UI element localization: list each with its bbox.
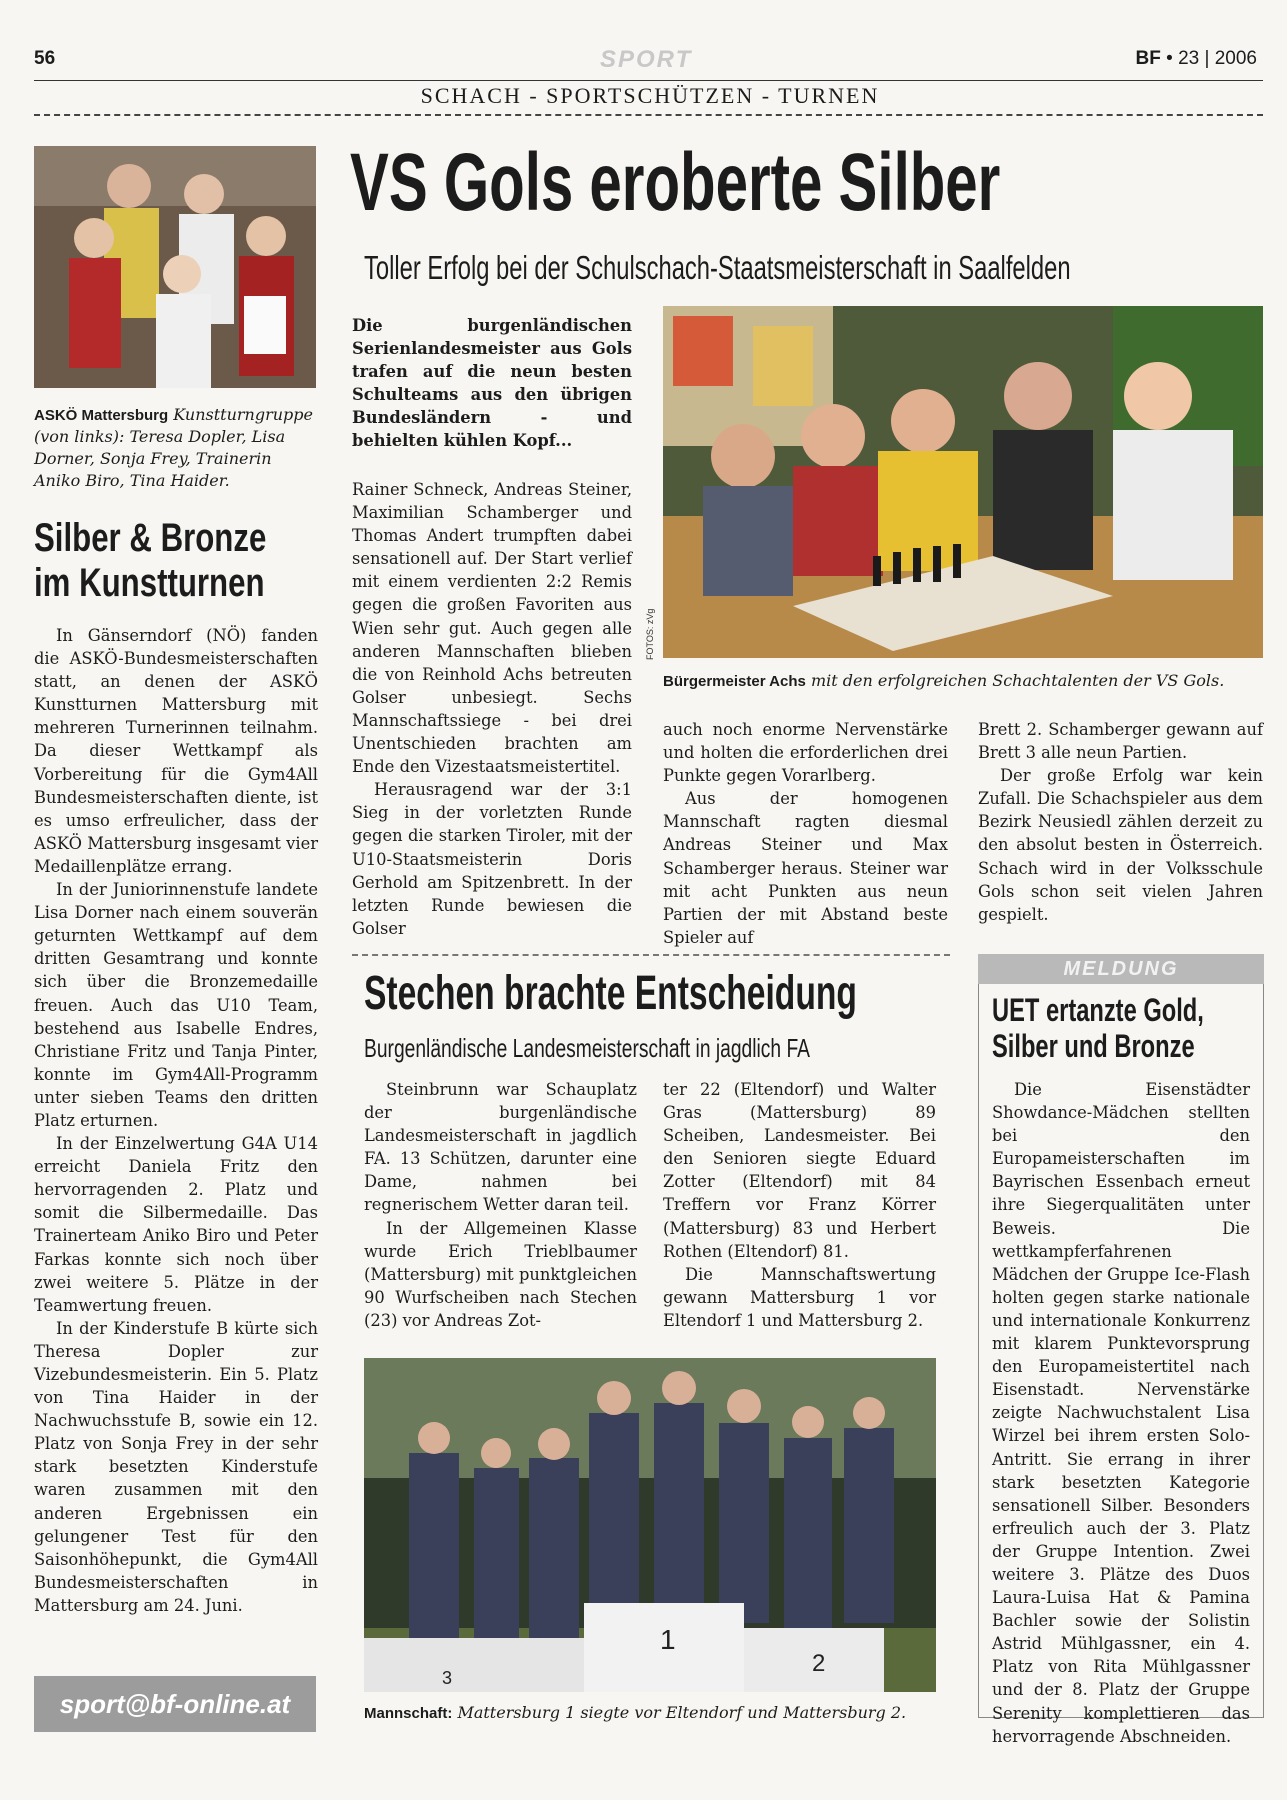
paragraph: Die Mannschaftswertung gewann Mattersburg 1 vor Eltendorf 1 und Mattersburg 2. — [663, 1264, 936, 1330]
paragraph: In der Juniorinnenstufe landete Lisa Dorner nach einem souverän geturnten Wettkampf auf dem dritten Gesamtrang und konnte sich über die Bronzemedaille freuen. Auch das U10 Team, bestehend aus Isabelle Endres, Christiane Fritz und Tanja Pinter, konnte im Gym4All-Programm unter sieben Teams den dritten Platz erturnen. — [34, 880, 318, 1130]
main-article-col2 — [663, 718, 948, 949]
gymnastics-headline — [34, 516, 315, 606]
email-contact-box — [34, 1676, 316, 1732]
shooting-headline: Stechen brachte Entscheidung — [364, 967, 857, 1020]
meldung-headline — [992, 992, 1204, 1064]
main-headline: VS Gols eroberte Silber — [350, 137, 1001, 228]
caption-text: Kunstturngruppe (von links): Teresa Dopler, Lisa Dorner, Sonja Frey, Trainerin Aniko Biro, Tina Haider. — [34, 405, 313, 490]
paragraph: In der Einzelwertung G4A U14 erreicht Daniela Fritz den hervorragenden 2. Platz und somit die Silbermedaille. Das Trainerteam Aniko Biro und Peter Farkas konnte sich noch über zwei weitere 5. Plätze in der Teamwertung freuen. — [34, 1134, 318, 1315]
section-topics: SCHACH - SPORTSCHÜTZEN - TURNEN — [420, 83, 880, 108]
paragraph: Brett 2. Schamberger gewann auf Brett 3 alle neun Partien. — [978, 720, 1263, 763]
paragraph: auch noch enorme Nervenstärke und holten die erforderlichen drei Punkte gegen Vorarlberg. — [663, 720, 948, 786]
section-label: SPORT — [600, 46, 693, 73]
chess-team-photo — [663, 306, 1263, 658]
meldung-label: MELDUNG — [978, 954, 1264, 984]
email-link[interactable]: sport@bf-online.at — [59, 1689, 291, 1719]
paragraph: Die Eisenstädter Showdance-Mädchen stellten bei den Europameisterschaften im Bayrischen Essenbach erneut ihre Siegerqualitäten unter Beweis. Die wettkampferfahrenen Mädchen der Gruppe Ice-Flash holten gegen starke nationale und internationale Konkurrenz mit klarem Punktevorsprung den Europameistertitel nach Eisenstadt. Nervenstärke zeigte Nachwuchstalent Lisa Wirzel bei ihrem ersten Solo-Antritt. Sie errang in ihrer stark besetzten Kategorie sensationell Silber. Besonders erfreulich auch der 3. Platz der Gruppe Intention. Zwei weitere 3. Plätze des Duos Laura-Luisa Hat & Pamina Bachler sowie der Solistin Astrid Mühlgassner, ein 4. Platz von Rita Mühlgassner und der 8. Platz der Gruppe Serenity komplettieren das hervorragende Abschneiden. — [992, 1080, 1250, 1746]
shooting-team-photo — [364, 1358, 936, 1692]
caption-text: Mattersburg 1 siegte vor Eltendorf und Mattersburg 2. — [457, 1703, 907, 1722]
paragraph: In der Allgemeinen Klasse wurde Erich Trieblbaumer (Mattersburg) mit punktgleichen 90 Wurfscheiben nach Stechen (23) vor Andreas Zot- — [364, 1218, 637, 1330]
header-dashed-rule — [34, 114, 1263, 116]
paragraph: Steinbrunn war Schauplatz der burgenländische Landesmeisterschaft in jagdlich FA. 13 Schützen, darunter eine Dame, nahmen bei regnerischem Wetter daran teil. — [364, 1080, 637, 1215]
podium-number-2: 2 — [812, 1650, 826, 1677]
shooting-article-col1 — [364, 1078, 637, 1332]
main-article-col3 — [978, 718, 1263, 926]
shooting-photo-caption — [364, 1702, 954, 1724]
header-rule — [34, 80, 1263, 81]
caption-bold: Bürgermeister Achs — [663, 673, 806, 690]
paragraph: ter 22 (Eltendorf) und Walter Gras (Mattersburg) 89 Scheiben, Landesmeister. Bei den Senioren siegte Eduard Zotter (Eltendorf) mit 84 Treffern vor Franz Körrer (Mattersburg) 83 und Herbert Rothen (Eltendorf) 81. — [663, 1080, 936, 1261]
photo-credit: FOTOS: zVg — [645, 608, 655, 660]
podium-number-3: 3 — [442, 1668, 453, 1688]
caption-text: mit den erfolgreichen Schachtalenten der VS Gols. — [810, 671, 1225, 690]
shooting-divider — [352, 954, 950, 956]
issue-number: 23 — [1178, 48, 1200, 69]
meldung-body — [992, 1078, 1250, 1748]
podium-number-1: 1 — [660, 1624, 676, 1655]
paragraph: Rainer Schneck, Andreas Steiner, Maximilian Schamberger und Thomas Andert trumpften dabei sensationell auf. Der Start verlief mit einem verdienten 2:2 Remis gegen die großen Favoriten aus Wien sehr gut. Auch gegen alle anderen Mannschaften blieben die von Reinhold Achs betreuten Golser unbesiegt. Sechs Mannschaftssiege - bei drei Unentschieden brachten am Ende den Vizestaatsmeistertitel. — [352, 480, 632, 777]
gymnastics-photo-caption — [34, 404, 316, 492]
gymnastics-team-photo — [34, 146, 316, 388]
chess-photo-caption — [663, 670, 1273, 692]
shooting-article-col2 — [663, 1078, 936, 1332]
meldung-headline-line2: Silber und Bronze — [992, 1028, 1195, 1064]
page-number: 56 — [34, 48, 56, 69]
issue-year: 2006 — [1214, 48, 1257, 69]
paragraph: In der Kinderstufe B kürte sich Theresa Dopler zur Vizebundesmeisterin. Ein 5. Platz von Tina Haider in der Nachwuchsstufe B, sowie ein 12. Platz von Sonja Frey in der sehr stark besetzten Kinderstufe waren zusammen mit den anderen Ergebnissen ein gelungener Test für den Saisonhöhepunkt, die Gym4All Bundesmeisterschaften in Mattersburg am 24. Juni. — [34, 1318, 318, 1615]
caption-bold: Mannschaft: — [364, 1705, 453, 1722]
meldung-headline-line1: UET ertanzte Gold, — [992, 992, 1204, 1028]
main-lead: Die burgenländischen Serienlandesmeister aus Gols trafen auf die neun besten Schulteams aus den übrigen Bundesländern - und behielten kühlen Kopf... — [352, 316, 632, 451]
gymnastics-headline-line1: Silber & Bronze — [34, 516, 267, 560]
main-article-col1 — [352, 478, 632, 940]
paragraph: Der große Erfolg war kein Zufall. Die Schachspieler aus dem Bezirk Neusiedl zählen derzeit zu den absolut besten in Österreich. Schach wird in der Volksschule Gols schon seit vielen Jahren gespielt. — [978, 766, 1263, 924]
paragraph: Herausragend war der 3:1 Sieg in der vorletzten Runde gegen die starken Tiroler, mit der U10-Staatsmeisterin Doris Gerhold am Spitzenbrett. In der letzten Runde bewiesen die Golser — [352, 780, 632, 938]
issue-info: BF • 23 | 2006 — [1135, 48, 1257, 69]
publication-name: BF — [1135, 48, 1161, 69]
main-subheadline: Toller Erfolg bei der Schulschach-Staatsmeisterschaft in Saalfelden — [364, 249, 1071, 286]
shooting-subheadline: Burgenländische Landesmeisterschaft in jagdlich FA — [364, 1033, 810, 1063]
gymnastics-article-body — [34, 624, 318, 1617]
paragraph: In Gänserndorf (NÖ) fanden die ASKÖ-Bundesmeisterschaften statt, an denen der ASKÖ Kunstturnen Mattersburg mit mehreren Turnerinnen teilnahm. Da dieser Wettkampf als Vorbereitung für die Gym4All Bundesmeisterschaften diente, ist es umso erfreulicher, dass der ASKÖ Mattersburg insgesamt vier Medaillenplätze errang. — [34, 626, 318, 876]
caption-bold: ASKÖ Mattersburg — [34, 407, 169, 424]
paragraph: Aus der homogenen Mannschaft ragten diesmal Andreas Steiner und Max Schamberger heraus. Steiner war mit acht Punkten aus neun Partien der mit Abstand beste Spieler auf — [663, 789, 948, 947]
gymnastics-headline-line2: im Kunstturnen — [34, 561, 265, 605]
